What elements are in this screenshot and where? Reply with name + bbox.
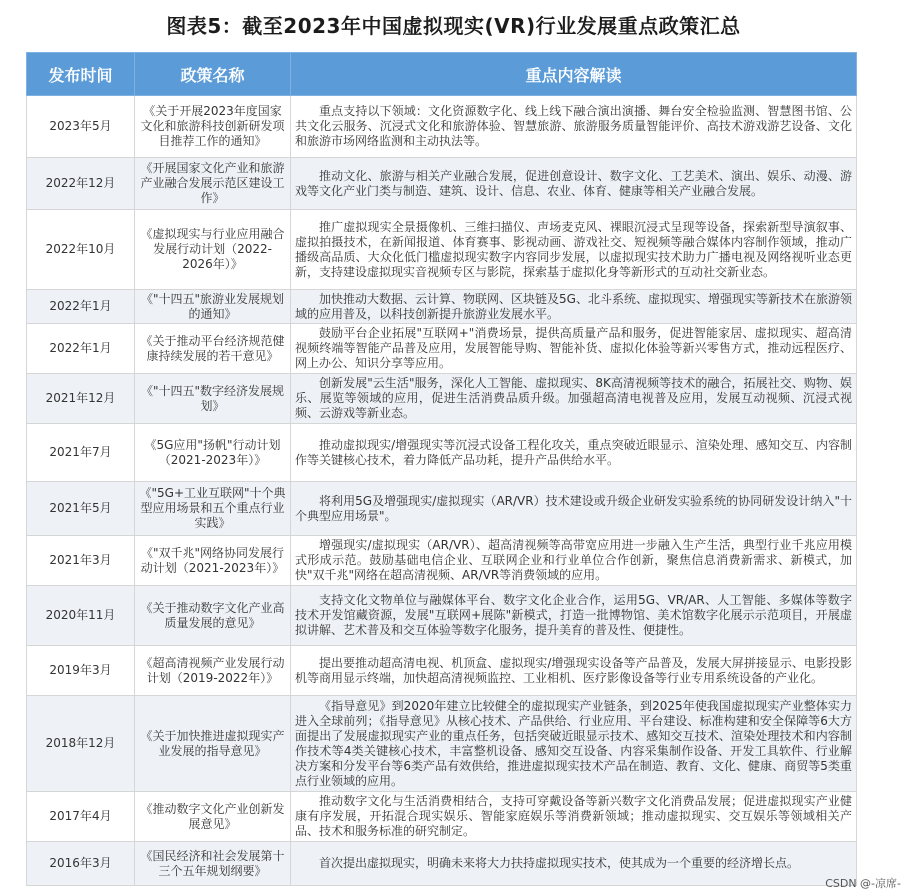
table-row <box>27 482 857 536</box>
table-row <box>27 842 857 886</box>
row-policy-name: 《国民经济和社会发展第十三个五年规划纲要》 <box>135 842 291 886</box>
row-date: 2016年3月 <box>27 842 135 886</box>
row-policy-name: 《"双千兆"网络协同发展行动计划（2021-2023年）》 <box>135 536 291 586</box>
page-title: 图表5：截至2023年中国虚拟现实(VR)行业发展重点政策汇总 <box>166 14 741 38</box>
row-date: 2021年5月 <box>27 482 135 536</box>
table-row <box>27 696 857 792</box>
table-row <box>27 424 857 482</box>
row-policy-name: 《"十四五"旅游业发展规划的通知》 <box>135 290 291 324</box>
row-content: 加快推动大数据、云计算、物联网、区块链及5G、北斗系统、虚拟现实、增强现实等新技术在旅游领域的应用普及，以科技创新提升旅游业发展水平。 <box>291 290 857 324</box>
row-content: 首次提出虚拟现实，明确未来将大力扶持虚拟现实技术，使其成为一个重要的经济增长点。 <box>291 842 857 886</box>
row-content: 推动虚拟现实/增强现实等沉浸式设备工程化攻关，重点突破近眼显示、渲染处理、感知交互、内容制作等关键核心技术，着力降低产品功耗，提升产品供给水平。 <box>291 424 857 482</box>
row-content: 支持文化文物单位与融媒体平台、数字文化企业合作，运用5G、VR/AR、人工智能、多媒体等数字技术开发馆藏资源，发展"互联网+展陈"新模式，打造一批博物馆、美术馆数字化展示示范项目，开展虚拟讲解、艺术普及和交互体验等数字化服务，提升美育的普及性、便捷性。 <box>291 586 857 646</box>
row-policy-name: 《关于开展2023年度国家文化和旅游科技创新研发项目推荐工作的通知》 <box>135 96 291 158</box>
row-policy-name: 《关于加快推进虚拟现实产业发展的指导意见》 <box>135 696 291 792</box>
row-date: 2021年12月 <box>27 374 135 424</box>
row-policy-name: 《"5G+工业互联网"十个典型应用场景和五个重点行业实践》 <box>135 482 291 536</box>
row-content: 将利用5G及增强现实/虚拟现实（AR/VR）技术建设或升级企业研发实验系统的协同研发设计纳入"十个典型应用场景"。 <box>291 482 857 536</box>
row-content: 增强现实/虚拟现实（AR/VR）、超高清视频等高带宽应用进一步融入生产生活，典型行业千兆应用模式形成示范。鼓励基础电信企业、互联网企业和行业单位合作创新，聚焦信息消费新需求、新模式，加快"双千兆"网络在超高清视频、AR/VR等消费领域的应用。 <box>291 536 857 586</box>
table-row <box>27 158 857 210</box>
row-policy-name: 《关于推动平台经济规范健康持续发展的若干意见》 <box>135 324 291 374</box>
row-content: 推动文化、旅游与相关产业融合发展，促进创意设计、数字文化、工艺美术、演出、娱乐、动漫、游戏等文化产业门类与制造、建筑、设计、信息、农业、体育、健康等相关产业融合发展。 <box>291 158 857 210</box>
table-row <box>27 96 857 158</box>
table-row <box>27 646 857 696</box>
row-content: 推广虚拟现实全景摄像机、三维扫描仪、声场麦克风、裸眼沉浸式呈现等设备，探索新型导演叙事、虚拟拍摄技术，在新闻报道、体育赛事、影视动画、游戏社交、短视频等融合媒体内容制作领域，推动广播级高品质、大众化低门槛虚拟现实数字内容同步发展，以虚拟现实技术助力广播电视及网络视听业态更新，支持建设虚拟现实音视频专区与影院，探索基于虚拟化身等新形式的互动社交新业态。 <box>291 210 857 290</box>
row-date: 2023年5月 <box>27 96 135 158</box>
row-policy-name: 《虚拟现实与行业应用融合发展行动计划（2022-2026年）》 <box>135 210 291 290</box>
row-date: 2022年12月 <box>27 158 135 210</box>
row-policy-name: 《开展国家文化产业和旅游产业融合发展示范区建设工作》 <box>135 158 291 210</box>
row-content: 重点支持以下领域：文化资源数字化、线上线下融合演出演播、舞台安全检验监测、智慧图书馆、公共文化云服务、沉浸式文化和旅游体验、智慧旅游、旅游服务质量智能评价、高技术游戏游艺设备、文化和旅游市场网络监测和主动执法等。 <box>291 96 857 158</box>
row-date: 2021年7月 <box>27 424 135 482</box>
row-policy-name: 《5G应用"扬帆"行动计划（2021-2023年）》 <box>135 424 291 482</box>
policy-table <box>26 52 857 886</box>
row-date: 2018年12月 <box>27 696 135 792</box>
row-date: 2020年11月 <box>27 586 135 646</box>
row-date: 2022年1月 <box>27 324 135 374</box>
row-date: 2017年4月 <box>27 792 135 842</box>
table-row <box>27 586 857 646</box>
table-row <box>27 792 857 842</box>
row-date: 2022年10月 <box>27 210 135 290</box>
row-content: 《指导意见》到2020年建立比较健全的虚拟现实产业链条，到2025年使我国虚拟现实产业整体实力进入全球前列；《指导意见》从核心技术、产品供给、行业应用、平台建设、标准构建和安全保障等6大方面提出了发展虚拟现实产业的重点任务，包括突破近眼显示技术、感知交互技术、渲染处理技术和内容制作技术等4类关键核心技术，丰富整机设备、感知交互设备、内容采集制作设备、开发工具软件、行业解决方案和分发平台等6类产品有效供给，推进虚拟现实技术产品在制造、教育、文化、健康、商贸等5类重点行业领域的应用。 <box>291 696 857 792</box>
table-header-row <box>27 53 857 96</box>
row-content: 鼓励平台企业拓展"互联网+"消费场景，提供高质量产品和服务，促进智能家居、虚拟现实、超高清视频终端等智能产品普及应用，发展智能导购、智能补货、虚拟化体验等新兴零售方式，推动远程医疗、网上办公、知识分享等应用。 <box>291 324 857 374</box>
row-date: 2019年3月 <box>27 646 135 696</box>
header-policy-name: 政策名称 <box>135 53 291 96</box>
table-row <box>27 210 857 290</box>
row-content: 提出要推动超高清电视、机顶盒、虚拟现实/增强现实设备等产品普及，发展大屏拼接显示、电影投影机等商用显示终端，加快超高清视频监控、工业相机、医疗影像设备等行业专用系统设备的产业化。 <box>291 646 857 696</box>
row-content: 创新发展"云生活"服务，深化人工智能、虚拟现实、8K高清视频等技术的融合，拓展社交、购物、娱乐、展览等领域的应用，促进生活消费品质升级。加强超高清电视普及应用，发展互动视频、沉浸式视频、云游戏等新业态。 <box>291 374 857 424</box>
row-policy-name: 《推动数字文化产业创新发展意见》 <box>135 792 291 842</box>
row-policy-name: 《"十四五"数字经济发展规划》 <box>135 374 291 424</box>
row-policy-name: 《超高清视频产业发展行动计划（2019-2022年）》 <box>135 646 291 696</box>
row-policy-name: 《关于推动数字文化产业高质量发展的意见》 <box>135 586 291 646</box>
table-row <box>27 374 857 424</box>
header-date: 发布时间 <box>27 53 135 96</box>
row-content: 推动数字文化与生活消费相结合，支持可穿戴设备等新兴数字文化消费品发展；促进虚拟现实产业健康有序发展，开拓混合现实娱乐、智能家庭娱乐等消费新领域；推动虚拟现实、交互娱乐等领域相关产品、技术和服务标准的研究制定。 <box>291 792 857 842</box>
watermark-footer: CSDN @-凉席- <box>825 877 901 890</box>
row-date: 2022年1月 <box>27 290 135 324</box>
header-content: 重点内容解读 <box>291 53 857 96</box>
table-row <box>27 536 857 586</box>
table-row <box>27 324 857 374</box>
row-date: 2021年3月 <box>27 536 135 586</box>
table-row <box>27 290 857 324</box>
